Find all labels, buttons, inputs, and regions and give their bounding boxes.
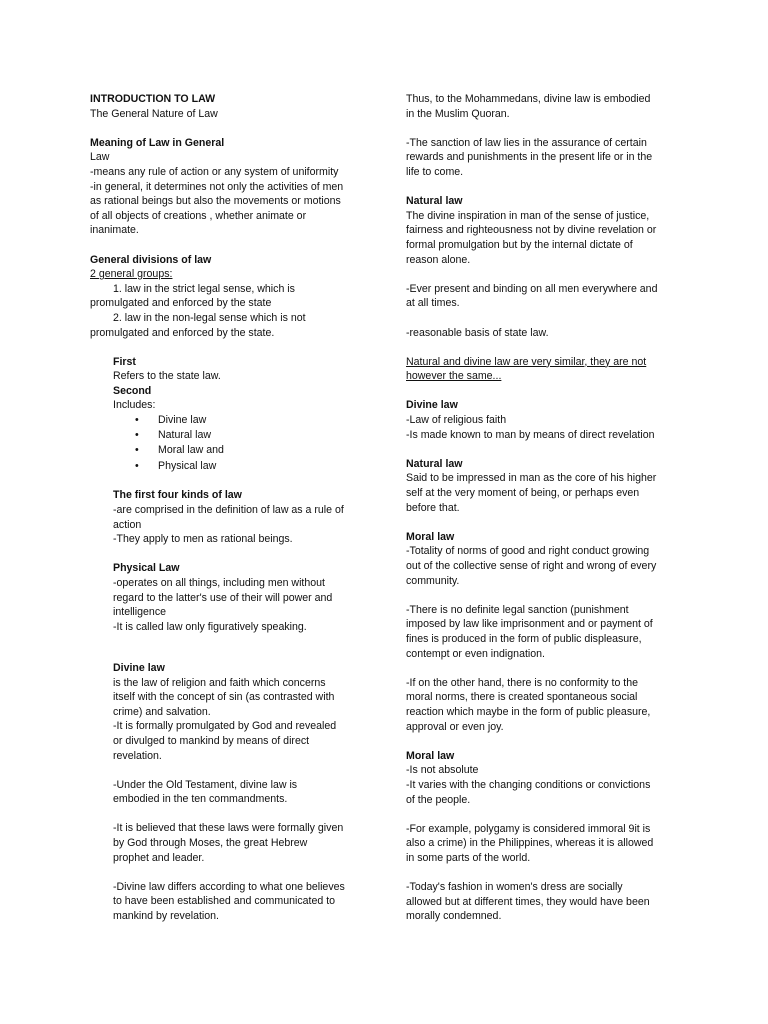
list-item: • Physical law: [113, 459, 370, 474]
text-line: -For example, polygamy is considered immoral 9it is: [406, 822, 651, 835]
text-line: morally condemned.: [406, 910, 502, 923]
text-line: embodied in the ten commandments.: [113, 793, 288, 806]
list-item: • Moral law and: [113, 443, 370, 458]
text-line: contempt or even indignation.: [406, 647, 545, 660]
text-line: formal promulgation but by the internal dictate of: [406, 238, 633, 251]
text-line: before that.: [406, 501, 460, 514]
text-line: action: [113, 518, 142, 531]
text-line: -Totality of norms of good and right conduct growing: [406, 545, 650, 558]
section-heading: General divisions of law: [90, 253, 212, 266]
section-heading: Natural law: [406, 457, 463, 470]
text-line: -If on the other hand, there is no conformity to the: [406, 676, 639, 689]
text-line: imposed by law like imprisonment and or payment of: [406, 618, 653, 631]
indented-block: [90, 488, 370, 923]
section-heading: Meaning of Law in General: [90, 136, 225, 149]
text-line: 1. law in the strict legal sense, which is: [113, 282, 295, 295]
text-line: mankind by revelation.: [113, 910, 219, 923]
text-line: in some parts of the world.: [406, 851, 531, 864]
list-item: • Divine law: [113, 413, 370, 428]
text-line: crime) and salvation.: [113, 705, 211, 718]
text-line: -Ever present and binding on all men everywhere and: [406, 282, 658, 295]
text-line: out of the collective sense of right and wrong of every: [406, 560, 657, 572]
text-line: in the Muslim Quoran.: [406, 107, 510, 120]
text-line: of all objects of creations , whether animate or: [90, 209, 307, 222]
section-heading: Divine law: [406, 399, 458, 412]
text-line: moral norms, there is created spontaneous social: [406, 691, 638, 704]
text-line: itself with the concept of sin (as contrasted with: [113, 691, 335, 704]
text-line: -Divine law differs according to what one believes: [113, 880, 345, 893]
text-line: -It varies with the changing conditions or convictions: [406, 778, 651, 791]
text-line: -It is believed that these laws were formally given: [113, 822, 344, 835]
text-line: fairness and righteousness not by divine revelation or: [406, 224, 657, 237]
text-line: -They apply to men as rational beings.: [113, 533, 293, 546]
text-line: -Today's fashion in women's dress are socially: [406, 881, 623, 894]
text-line: -It is formally promulgated by God and revealed: [113, 720, 337, 733]
text-line: -Is not absolute: [406, 764, 479, 777]
document-subtitle: The General Nature of Law: [90, 107, 218, 120]
groups-label: 2 general groups:: [90, 268, 173, 281]
text-line: revelation.: [113, 749, 162, 762]
sub-heading: Physical Law: [113, 562, 180, 575]
section-heading: Natural law: [406, 195, 463, 208]
text-line: Thus, to the Mohammedans, divine law is embodied: [406, 93, 651, 105]
text-line: Includes:: [113, 399, 156, 412]
underlined-note: Natural and divine law are very similar, they are not: [406, 355, 647, 368]
text-line: The divine inspiration in man of the sense of justice,: [406, 209, 650, 222]
text-line: fines is produced in the form of public displeasure,: [406, 632, 642, 645]
text-line: -The sanction of law lies in the assurance of certain: [406, 136, 647, 149]
text-line: by God through Moses, the great Hebrew: [113, 837, 308, 850]
text-line: to have been established and communicated to: [113, 895, 336, 908]
list-item: • Natural law: [113, 428, 370, 443]
right-column: [406, 92, 678, 924]
text-line: life to come.: [406, 165, 464, 178]
sub-heading: The first four kinds of law: [113, 489, 242, 502]
text-line: reason alone.: [406, 253, 471, 266]
text-line: intelligence: [113, 606, 167, 619]
section-heading: Moral law: [406, 749, 455, 762]
text-line: -There is no definite legal sanction (punishment: [406, 603, 629, 616]
text-line: allowed but at different times, they would have been: [406, 895, 650, 908]
text-line: -Law of religious faith: [406, 414, 507, 427]
text-line: of the people.: [406, 793, 471, 806]
indented-block: [90, 355, 370, 413]
text-line: community.: [406, 574, 460, 587]
text-line: rewards and punishments in the present life or in the: [406, 151, 653, 164]
text-line: Said to be impressed in man as the core of his higher: [406, 472, 657, 485]
text-line: at all times.: [406, 297, 460, 310]
text-line: also a crime) in the Philippines, whereas it is allowed: [406, 837, 654, 850]
text-line: -reasonable basis of state law.: [406, 326, 549, 339]
includes-list: [90, 413, 370, 474]
sub-heading: Second: [113, 384, 152, 397]
text-line: -Under the Old Testament, divine law is: [113, 778, 298, 791]
text-line: is the law of religion and faith which concerns: [113, 676, 326, 689]
text-line: -in general, it determines not only the activities of men: [90, 180, 344, 193]
sub-heading: First: [113, 355, 136, 368]
text-line: -It is called law only figuratively speaking.: [113, 620, 307, 633]
section-heading: Moral law: [406, 530, 455, 543]
text-line: prophet and leader.: [113, 851, 205, 864]
text-line: -means any rule of action or any system of uniformity: [90, 165, 339, 178]
text-line: promulgated and enforced by the state.: [90, 326, 275, 339]
text-line: approval or even joy.: [406, 720, 504, 733]
text-line: promulgated and enforced by the state: [90, 297, 272, 310]
document-title: INTRODUCTION TO LAW: [90, 93, 216, 105]
text-line: reaction which maybe in the form of public pleasure,: [406, 705, 651, 718]
text-line: -operates on all things, including men without: [113, 576, 325, 589]
text-line: -Is made known to man by means of direct revelation: [406, 428, 655, 441]
text-line: Law: [90, 151, 110, 164]
text-line: or divulged to mankind by means of direct: [113, 734, 310, 747]
text-line: 2. law in the non-legal sense which is not: [113, 311, 306, 324]
text-line: regard to the latter's use of their will power and: [113, 591, 333, 604]
text-line: as rational beings but also the movements or motions: [90, 195, 341, 208]
sub-heading: Divine law: [113, 661, 165, 674]
text-line: self at the very moment of being, or perhaps even: [406, 487, 640, 500]
text-line: inanimate.: [90, 224, 139, 237]
left-column: [90, 92, 370, 924]
text-line: -are comprised in the definition of law as a rule of: [113, 504, 344, 516]
text-line: Refers to the state law.: [113, 370, 221, 383]
underlined-note: however the same...: [406, 370, 502, 383]
